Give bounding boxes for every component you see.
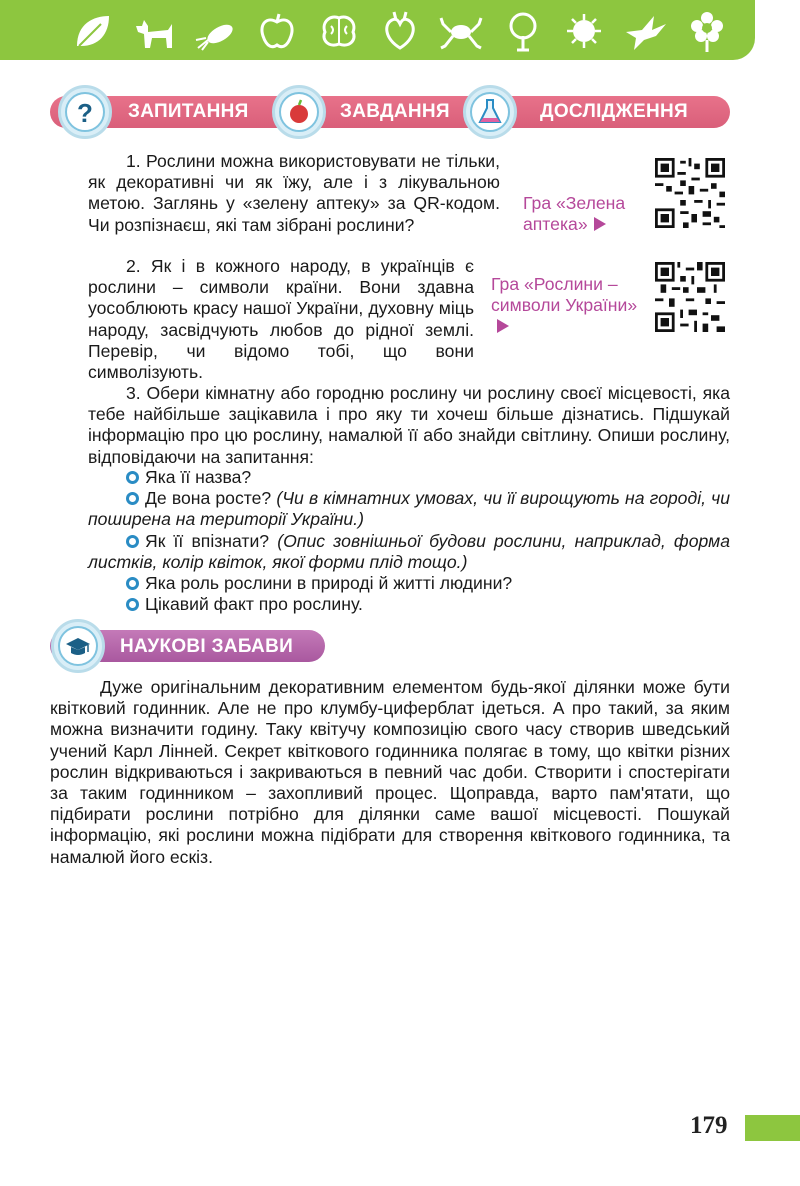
qr-code-green-pharmacy[interactable] — [655, 158, 725, 228]
tree-icon — [500, 9, 546, 53]
graduation-cap-icon — [64, 634, 92, 658]
list-item: Яка роль рослини в природі й житті людини? — [126, 573, 730, 594]
header-label-questions: ЗАПИТАННЯ — [128, 101, 249, 122]
apple-icon — [286, 99, 312, 125]
page-tab — [745, 1115, 800, 1141]
game-link-plant-symbols[interactable] — [491, 274, 651, 337]
list-item: Яка її назва? — [126, 467, 730, 488]
bullet-icon — [126, 577, 139, 590]
heart-icon — [377, 9, 423, 53]
header-label-research: ДОСЛІДЖЕННЯ — [540, 101, 688, 122]
list-item: Цікавий факт про рослину. — [126, 594, 730, 615]
game-link-green-pharmacy-label: Гра «Зелена аптека» — [523, 193, 626, 234]
research-badge — [463, 85, 517, 139]
apple-icon — [254, 9, 300, 53]
bullet-icon — [126, 598, 139, 611]
virus-icon — [561, 9, 607, 53]
question-badge — [58, 85, 112, 139]
science-fun-badge — [51, 619, 105, 673]
game-link-green-pharmacy[interactable] — [523, 193, 648, 235]
bacterium-icon — [193, 9, 239, 53]
page-number: 179 — [690, 1112, 728, 1139]
question-icon — [72, 97, 98, 127]
header-label-science-fun: НАУКОВІ ЗАБАВИ — [120, 636, 294, 657]
qr-code-plant-symbols[interactable] — [655, 262, 725, 332]
task-item-2: 2. Як і в кожного народу, в українців є рослини – символи країни. Вони здавна уособлюють красу нашої України, духовну міць народу, засвідчують любов до рідної землі. Перевір, чи відомо тобі, що вони символізують. — [88, 256, 474, 383]
bullet-icon — [126, 492, 139, 505]
bullet-icon — [126, 535, 139, 548]
play-arrow-icon — [594, 217, 606, 231]
frog-icon — [438, 9, 484, 53]
list-item: Як її впізнати? (Опис зовнішньої будови рослини, наприклад, форма листків, колір квіток, якої форми плід тощо.) — [88, 530, 730, 572]
science-fun-text: Дуже оригінальним декоративним елементом будь-якої ділянки може бути квітковий годинник. Але не про клумбу-циферблат ідеться. А про такий, за яким можна визначити годину. Таку квітучу композицію свого часу створив шведський учений Карл Лінней. Секрет квіткового годинника полягає в тому, що квітки різних рослин відкриваються і закриваються в певний час доби. Створити і спостерігати за таким годинником – захопливий процес. Щоправда, варто пам'ятати, що підбирати рослини потрібно для ділянки саме вашої місцевості. Пошукай інформацію, які рослини можна підібрати для створення квіткового годинника, та намалюй його ескіз. — [50, 677, 730, 867]
header-label-tasks: ЗАВДАННЯ — [340, 101, 450, 122]
question-list — [88, 467, 731, 615]
list-item: Де вона росте? (Чи в кімнатних умовах, чи її вирощують на городі, чи поширена на території України.) — [88, 488, 731, 530]
task-item-3: 3. Обери кімнатну або городню рослину чи рослину своєї місцевості, яка тебе найбільше зацікавила і про яку ти хочеш більше дізнатись. Підшукай інформацію про цю рослину, намалюй її або знайди світлину. Опиши рослину, відповідаючи на запитання: — [88, 383, 730, 467]
svg-text:?: ? — [77, 98, 93, 127]
flower-icon — [684, 9, 730, 53]
leaf-icon — [70, 9, 116, 53]
top-banner — [0, 0, 755, 60]
dog-icon — [131, 9, 177, 53]
task-item-1: 1. Рослини можна використовувати не тільки, як декоративні чи як їжу, але і з лікувальною метою. Заглянь у «зелену аптеку» за QR-кодом. Чи розпізнаєш, які там зібрані рослини? — [88, 151, 500, 235]
game-link-plant-symbols-label: Гра «Рослини – символи України» — [491, 274, 638, 315]
top-icon-strip — [70, 8, 730, 54]
bird-icon — [623, 9, 669, 53]
play-arrow-icon — [497, 319, 509, 333]
task-badge — [272, 85, 326, 139]
brain-icon — [316, 9, 362, 53]
bullet-icon — [126, 471, 139, 484]
flask-icon — [477, 98, 503, 126]
